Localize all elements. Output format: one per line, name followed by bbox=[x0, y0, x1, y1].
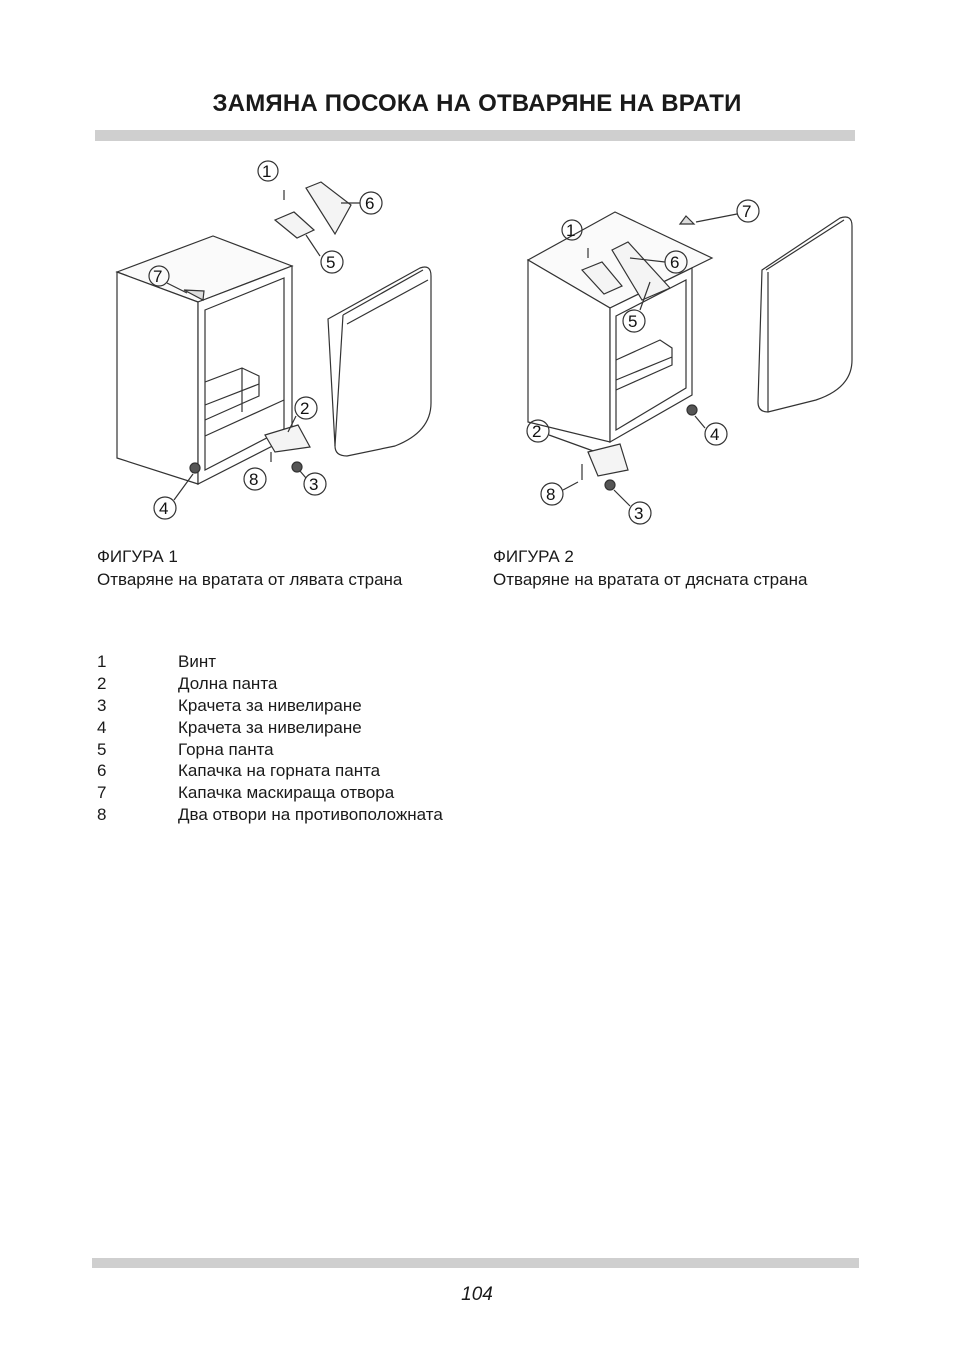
footer-rule bbox=[92, 1258, 859, 1268]
callout-2-label: 2 bbox=[532, 422, 542, 441]
legend-item bbox=[97, 782, 443, 804]
callout-4-label: 4 bbox=[159, 499, 169, 518]
legend-number: 2 bbox=[97, 673, 107, 693]
figure-2-illustration bbox=[510, 190, 860, 540]
callout-4-label: 4 bbox=[710, 425, 720, 444]
legend-item bbox=[97, 760, 443, 782]
legend-number: 6 bbox=[97, 761, 107, 781]
callout-7-label: 7 bbox=[742, 202, 752, 221]
figure-1-illustration bbox=[95, 150, 455, 535]
legend-item bbox=[97, 695, 443, 717]
legend-number: 8 bbox=[97, 805, 107, 825]
callout-8-label: 8 bbox=[249, 470, 259, 489]
figure-2-description: Отваряне на вратата от дясната страна bbox=[493, 570, 808, 589]
callout-6-label: 6 bbox=[365, 194, 375, 213]
legend-number: 3 bbox=[97, 695, 107, 715]
legend-text: Капачка на горната панта bbox=[178, 761, 381, 781]
callout-5-label: 5 bbox=[326, 253, 336, 272]
callout-7-label: 7 bbox=[153, 267, 163, 286]
legend-number: 7 bbox=[97, 783, 107, 803]
legend-text: Горна панта bbox=[178, 739, 274, 759]
header-rule bbox=[95, 130, 855, 141]
figure-1-label: ФИГУРА 1 bbox=[97, 547, 178, 566]
legend-number: 5 bbox=[97, 739, 107, 759]
legend-number: 1 bbox=[97, 652, 107, 671]
callout-3-label: 3 bbox=[309, 475, 319, 494]
door bbox=[328, 267, 431, 456]
legend-item bbox=[97, 739, 443, 761]
callout-2-label: 2 bbox=[300, 399, 310, 418]
callout-5-label: 5 bbox=[628, 312, 638, 331]
legend-item bbox=[97, 673, 443, 695]
figure-2-label: ФИГУРА 2 bbox=[493, 547, 574, 566]
callout-3-label: 3 bbox=[634, 504, 644, 523]
legend-text: Капачка маскираща отвора bbox=[178, 783, 395, 803]
callout-1-label: 1 bbox=[566, 221, 576, 240]
legend-text: Долна панта bbox=[178, 673, 278, 693]
figure-1-caption bbox=[97, 545, 402, 591]
figure-2-caption bbox=[493, 545, 807, 591]
legend-item bbox=[97, 717, 443, 739]
page-number: 104 bbox=[461, 1284, 493, 1305]
legend-text: Крачета за нивелиране bbox=[178, 695, 362, 715]
page-title: ЗАМЯНА ПОСОКА НА ОТВАРЯНЕ НА ВРАТИ bbox=[212, 90, 742, 117]
legend-item bbox=[97, 651, 443, 673]
legend-text: Винт bbox=[178, 652, 217, 671]
cabinet-side bbox=[117, 272, 198, 484]
callout-8-label: 8 bbox=[546, 485, 556, 504]
legend-text: Два отвори на противоположната bbox=[178, 805, 443, 825]
callout-1-label: 1 bbox=[262, 162, 272, 181]
legend-text: Крачета за нивелиране bbox=[178, 717, 362, 737]
figure-1-description: Отваряне на вратата от лявата страна bbox=[97, 570, 403, 589]
legend-number: 4 bbox=[97, 717, 107, 737]
callout-6-label: 6 bbox=[670, 253, 680, 272]
parts-legend bbox=[97, 651, 443, 826]
door bbox=[758, 217, 852, 412]
legend-item bbox=[97, 804, 443, 826]
